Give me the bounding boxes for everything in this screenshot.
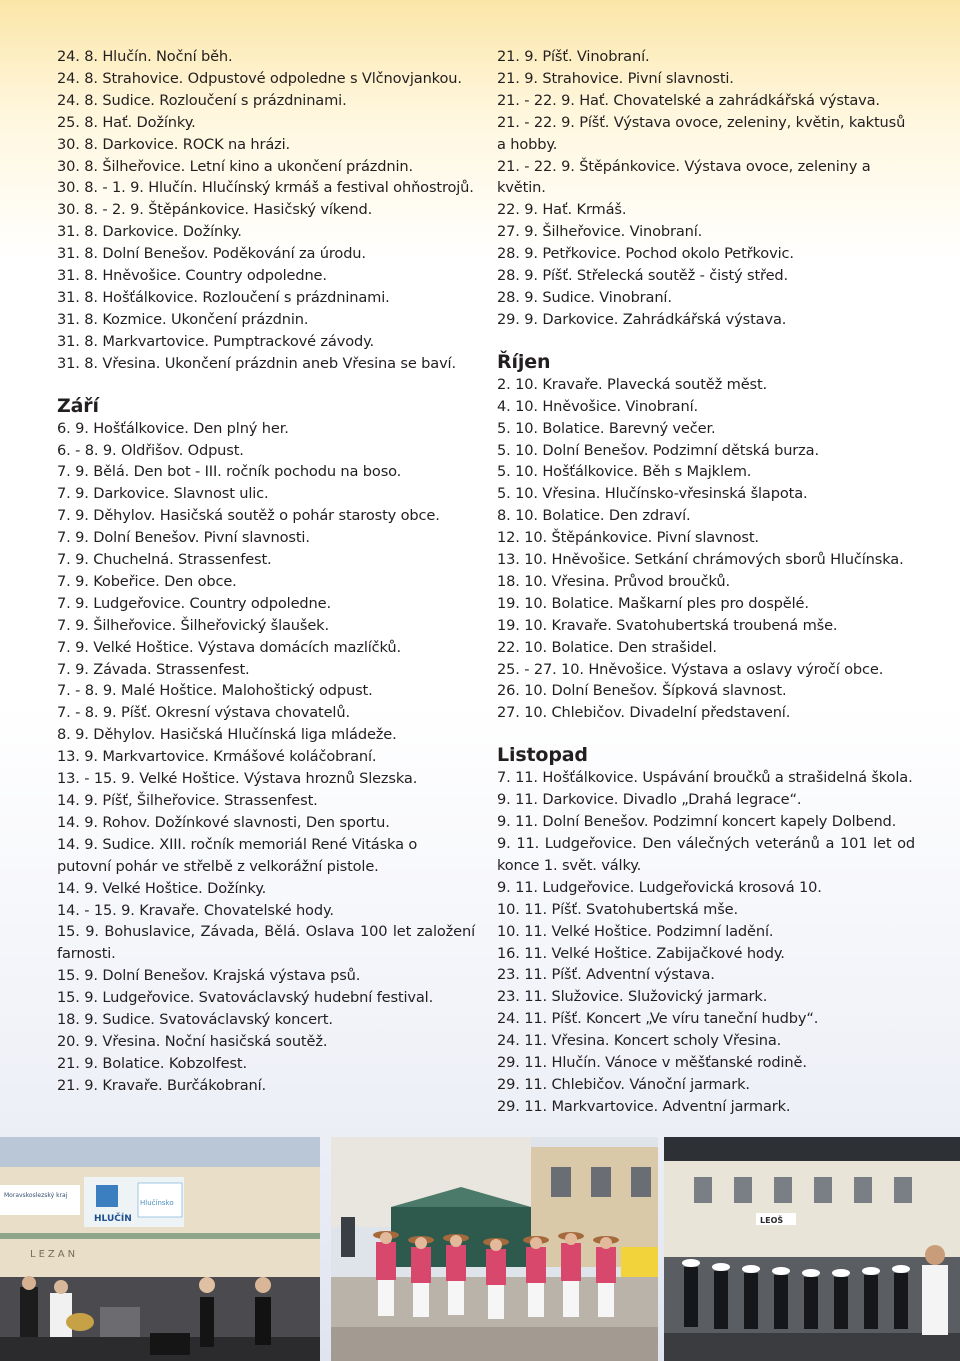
facade-text: LEZAN xyxy=(30,1249,79,1260)
list-item: 20. 9. Vřesina. Noční hasičská soutěž. xyxy=(57,1032,328,1050)
list-item: 12. 10. Štěpánkovice. Pivní slavnost. xyxy=(497,529,759,547)
list-item: 7. 9. Velké Hoštice. Výstava domácích mazlíčků. xyxy=(57,638,401,656)
list-item: 28. 9. Píšť. Střelecká soutěž - čistý střed. xyxy=(497,267,788,285)
list-item: 8. 9. Děhylov. Hasičská Hlučínská liga mládeže. xyxy=(57,726,397,744)
photo-marching-band xyxy=(664,1137,960,1361)
list-item: 31. 8. Kozmice. Ukončení prázdnin. xyxy=(57,310,309,328)
list-item: 13. 10. Hněvošice. Setkání chrámových sborů Hlučínska. xyxy=(497,551,904,569)
list-item: 26. 10. Dolní Benešov. Šípková slavnost. xyxy=(497,682,787,700)
november-event-list xyxy=(497,767,915,1118)
list-item: 5. 10. Dolní Benešov. Podzimní dětská burza. xyxy=(497,441,819,459)
list-item: 9. 11. Darkovice. Divadlo „Drahá legrace“. xyxy=(497,791,802,809)
list-item: 21. - 22. 9. Štěpánkovice. Výstava ovoce, zeleniny a květin. xyxy=(497,157,871,197)
list-item: 22. 10. Bolatice. Den strašidel. xyxy=(497,638,717,656)
list-item: 30. 8. Šilheřovice. Letní kino a ukončení prázdnin. xyxy=(57,157,413,175)
list-item: 30. 8. Darkovice. ROCK na hrázi. xyxy=(57,135,291,153)
list-item: 24. 8. Strahovice. Odpustové odpoledne s Vlčnovjankou. xyxy=(57,69,462,87)
list-item: 24. 11. Píšť. Koncert „Ve víru taneční hudby“. xyxy=(497,1010,819,1028)
list-item: 31. 8. Markvartovice. Pumptrackové závody. xyxy=(57,332,374,350)
list-item: 31. 8. Hněvošice. Country odpoledne. xyxy=(57,267,327,285)
list-item: 7. - 8. 9. Píšť. Okresní výstava chovatelů. xyxy=(57,704,350,722)
list-item: 7. - 8. 9. Malé Hoštice. Malohoštický odpust. xyxy=(57,682,373,700)
list-item: 21. 9. Kravaře. Burčákobraní. xyxy=(57,1076,267,1094)
list-item: 19. 10. Bolatice. Maškarní ples pro dospělé. xyxy=(497,594,809,612)
sign-text: Moravskoslezský kraj xyxy=(4,1192,68,1199)
list-item: 30. 8. - 1. 9. Hlučín. Hlučínský krmáš a festival ohňostrojů. xyxy=(57,179,474,197)
list-item: 7. 9. Chuchelná. Strassenfest. xyxy=(57,551,272,569)
list-item: 22. 9. Hať. Krmáš. xyxy=(497,201,627,219)
list-item: 15. 9. Bohuslavice, Závada, Bělá. Oslava 100 let založení farnosti. xyxy=(57,923,475,963)
list-item: 6. - 8. 9. Oldřišov. Odpust. xyxy=(57,441,244,459)
list-item: 9. 11. Dolní Benešov. Podzimní koncert kapely Dolbend. xyxy=(497,813,897,831)
list-item: 7. 9. Šilheřovice. Šilheřovický šlaušek. xyxy=(57,616,329,634)
september-event-list xyxy=(57,418,475,1097)
list-item: 31. 8. Vřesina. Ukončení prázdnin aneb Vřesina se baví. xyxy=(57,354,456,372)
list-item: 14. 9. Rohov. Dožínkové slavnosti, Den sportu. xyxy=(57,813,390,831)
list-item: 28. 9. Petřkovice. Pochod okolo Petřkovic. xyxy=(497,245,794,263)
section-heading-november: Listopad xyxy=(497,744,588,767)
list-item: 7. 9. Dolní Benešov. Pivní slavnosti. xyxy=(57,529,310,547)
october-event-list xyxy=(497,374,915,725)
list-item: 28. 9. Sudice. Vinobraní. xyxy=(497,288,672,306)
list-item: 4. 10. Hněvošice. Vinobraní. xyxy=(497,397,698,415)
list-item: 21. - 22. 9. Hať. Chovatelské a zahrádkářská výstava. xyxy=(497,91,880,109)
list-item: 31. 8. Darkovice. Dožínky. xyxy=(57,223,242,241)
list-item: 21. 9. Bolatice. Kobzolfest. xyxy=(57,1054,247,1072)
section-heading-october: Říjen xyxy=(497,350,551,373)
list-item: 18. 10. Vřesina. Průvod broučků. xyxy=(497,572,730,590)
list-item: 7. 9. Děhylov. Hasičská soutěž o pohár starosty obce. xyxy=(57,507,440,525)
list-item: 14. 9. Velké Hoštice. Dožínky. xyxy=(57,879,267,897)
list-item: 7. 11. Hošťálkovice. Uspávání broučků a strašidelná škola. xyxy=(497,769,913,787)
section-heading-september: Září xyxy=(57,394,99,417)
list-item: 5. 10. Vřesina. Hlučínsko-vřesinská šlapota. xyxy=(497,485,808,503)
list-item: 14. 9. Sudice. XIII. ročník memoriál René Vitáska o putovní pohár ve střelbě z velkorážní pistole. xyxy=(57,835,418,875)
list-item: 16. 11. Velké Hoštice. Zabijačkové hody. xyxy=(497,944,785,962)
photo-folk-dancers xyxy=(331,1137,658,1361)
list-item: 7. 9. Ludgeřovice. Country odpoledne. xyxy=(57,594,331,612)
list-item: 24. 8. Hlučín. Noční běh. xyxy=(57,48,233,65)
list-item: 27. 9. Šilheřovice. Vinobraní. xyxy=(497,223,703,241)
list-item: 2. 10. Kravaře. Plavecká soutěž měst. xyxy=(497,375,768,393)
photo-stage-concert xyxy=(0,1137,320,1361)
list-item: 10. 11. Píšť. Svatohubertská mše. xyxy=(497,900,738,918)
sign-text: LEOŠ xyxy=(760,1216,784,1225)
list-item: 30. 8. - 2. 9. Štěpánkovice. Hasičský víkend. xyxy=(57,201,373,219)
list-item: 7. 9. Darkovice. Slavnost ulic. xyxy=(57,485,269,503)
list-item: 7. 9. Bělá. Den bot - III. ročník pochodu na boso. xyxy=(57,463,402,481)
list-item: 9. 11. Ludgeřovice. Ludgeřovická krosová 10. xyxy=(497,878,822,896)
list-item: 14. 9. Píšť, Šilheřovice. Strassenfest. xyxy=(57,792,318,809)
left-column xyxy=(57,46,475,1097)
list-item: 5. 10. Bolatice. Barevný večer. xyxy=(497,419,716,437)
photo-folk-dancers-image xyxy=(331,1137,658,1361)
list-item: 9. 11. Ludgeřovice. Den válečných veteránů a 101 let od konce 1. svět. války. xyxy=(497,835,915,874)
photo-strip xyxy=(0,1137,960,1361)
list-item: 31. 8. Dolní Benešov. Poděkování za úrodu. xyxy=(57,245,366,263)
list-item: 18. 9. Sudice. Svatováclavský koncert. xyxy=(57,1011,333,1029)
list-item: 29. 11. Markvartovice. Adventní jarmark. xyxy=(497,1097,791,1115)
list-item: 14. - 15. 9. Kravaře. Chovatelské hody. xyxy=(57,901,334,919)
list-item: 13. 9. Markvartovice. Krmášové koláčobraní. xyxy=(57,748,377,766)
list-item: 29. 11. Hlučín. Vánoce v měšťanské rodině. xyxy=(497,1054,807,1072)
list-item: 8. 10. Bolatice. Den zdraví. xyxy=(497,507,691,525)
list-item: 5. 10. Hošťálkovice. Běh s Majklem. xyxy=(497,463,752,481)
list-item: 24. 8. Sudice. Rozloučení s prázdninami. xyxy=(57,91,347,109)
list-item: 25. - 27. 10. Hněvošice. Výstava a oslavy výročí obce. xyxy=(497,660,884,678)
list-item: 31. 8. Hošťálkovice. Rozloučení s prázdninami. xyxy=(57,288,390,306)
list-item: 24. 11. Vřesina. Koncert scholy Vřesina. xyxy=(497,1032,782,1050)
banner-text-left: HLUČÍN xyxy=(94,1214,132,1224)
list-item: 7. 9. Kobeřice. Den obce. xyxy=(57,572,237,590)
list-item: 10. 11. Velké Hoštice. Podzimní ladění. xyxy=(497,922,774,940)
photo-stage-concert-image xyxy=(0,1137,320,1361)
august-event-list xyxy=(57,46,475,375)
list-item: 7. 9. Závada. Strassenfest. xyxy=(57,660,250,678)
list-item: 19. 10. Kravaře. Svatohubertská troubená mše. xyxy=(497,616,838,634)
list-item: 21. - 22. 9. Píšť. Výstava ovoce, zeleniny, květin, kaktusů a hobby. xyxy=(497,113,906,153)
list-item: 27. 10. Chlebičov. Divadelní představení. xyxy=(497,704,791,722)
list-item: 21. 9. Strahovice. Pivní slavnosti. xyxy=(497,69,734,87)
list-item: 15. 9. Dolní Benešov. Krajská výstava psů. xyxy=(57,967,361,985)
list-item: 29. 11. Chlebičov. Vánoční jarmark. xyxy=(497,1075,750,1093)
list-item: 23. 11. Služovice. Služovický jarmark. xyxy=(497,988,768,1006)
list-item: 21. 9. Píšť. Vinobraní. xyxy=(497,48,650,65)
right-column xyxy=(497,46,915,1118)
list-item: 13. - 15. 9. Velké Hoštice. Výstava hroznů Slezska. xyxy=(57,770,418,788)
list-item: 25. 8. Hať. Dožínky. xyxy=(57,113,196,131)
photo-marching-band-image xyxy=(664,1137,960,1361)
list-item: 23. 11. Píšť. Adventní výstava. xyxy=(497,966,715,984)
banner-text-right: Hlučínsko xyxy=(140,1199,174,1207)
september-event-list-continued xyxy=(497,46,915,331)
list-item: 29. 9. Darkovice. Zahrádkářská výstava. xyxy=(497,310,787,328)
list-item: 15. 9. Ludgeřovice. Svatováclavský hudební festival. xyxy=(57,989,434,1007)
list-item: 6. 9. Hošťálkovice. Den plný her. xyxy=(57,419,289,437)
